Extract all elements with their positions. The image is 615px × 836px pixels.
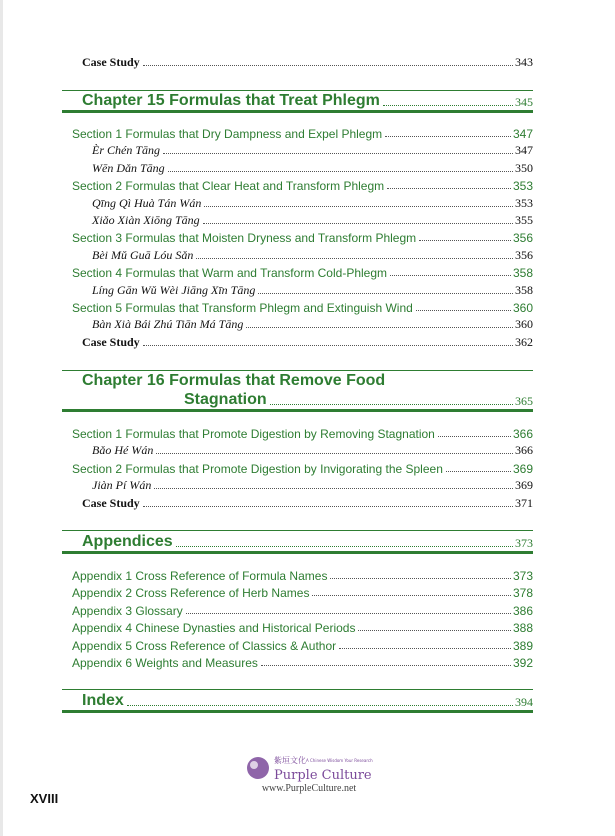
entry-label: Appendix 1 Cross Reference of Formula Names — [72, 569, 328, 583]
entry-page: 378 — [512, 586, 533, 601]
leader-dots — [154, 488, 513, 489]
leader-dots — [383, 105, 513, 106]
entry-page: 362 — [515, 334, 533, 349]
entry-page: 347 — [515, 143, 533, 158]
leader-dots — [438, 436, 511, 437]
leader-dots — [446, 471, 511, 472]
toc-formula-entry[interactable] — [0, 441, 615, 458]
entry-page: 353 — [515, 195, 533, 210]
entry-page: 366 — [512, 427, 533, 441]
entry-label: Appendix 6 Weights and Measures — [72, 656, 258, 670]
entry-label: Section 4 Formulas that Warm and Transform Cold-Phlegm — [72, 266, 388, 281]
leader-dots — [258, 293, 513, 294]
leader-dots — [143, 506, 513, 507]
entry-label: Section 1 Formulas that Dry Dampness and Expel Phlegm — [72, 127, 383, 141]
leader-dots — [168, 171, 513, 172]
entry-page: 392 — [512, 656, 533, 670]
leader-dots — [261, 665, 511, 666]
entry-label: Bǎo Hé Wán — [92, 443, 154, 458]
leader-dots — [387, 188, 511, 189]
entry-label: Qīng Qì Huà Tán Wán — [92, 195, 202, 210]
leader-dots — [270, 404, 513, 405]
entry-page: 386 — [512, 603, 533, 618]
entry-page: 388 — [512, 621, 533, 636]
leader-dots — [143, 65, 513, 66]
entry-label: Appendix 3 Glossary — [72, 603, 183, 618]
toc-entry-case-study[interactable] — [0, 494, 615, 511]
entry-label: Section 2 Formulas that Promote Digestion by Invigorating the Spleen — [72, 461, 443, 476]
toc-section-entry[interactable] — [0, 124, 615, 141]
appendices-heading[interactable] — [62, 530, 533, 554]
toc-section-entry[interactable] — [0, 298, 615, 315]
leader-dots — [330, 578, 511, 579]
toc-formula-entry[interactable] — [0, 476, 615, 493]
entry-label: Èr Chén Tāng — [92, 143, 161, 158]
toc-section-entry[interactable] — [0, 263, 615, 280]
leader-dots — [127, 705, 513, 706]
leader-dots — [390, 275, 511, 276]
leader-dots — [204, 206, 513, 207]
chapter-page: 365 — [515, 394, 533, 408]
chapter-title-line2: Stagnation — [184, 391, 267, 408]
toc-section-entry[interactable] — [0, 653, 615, 670]
toc-formula-entry[interactable] — [0, 194, 615, 211]
entry-page: 371 — [515, 495, 533, 510]
entry-page: 360 — [515, 317, 533, 332]
toc-section-entry[interactable] — [0, 618, 615, 635]
leader-dots — [339, 648, 511, 649]
chapter-16-heading[interactable] — [62, 370, 533, 412]
entry-label: Case Study — [82, 495, 140, 510]
entry-label: Appendix 5 Cross Reference of Classics & Author — [72, 638, 337, 653]
entry-page: 356 — [515, 247, 533, 262]
leader-dots — [156, 453, 513, 454]
entry-label: Case Study — [82, 334, 140, 349]
entry-page: 366 — [515, 443, 533, 458]
entry-label: Wēn Dǎn Tāng — [92, 160, 165, 175]
entry-page: 358 — [515, 282, 533, 297]
index-page: 394 — [515, 695, 533, 709]
entry-label: Section 3 Formulas that Moisten Dryness and Transform Phlegm — [72, 231, 417, 246]
leader-dots — [186, 613, 511, 614]
entry-page: 373 — [512, 569, 533, 583]
toc-section-entry[interactable] — [0, 459, 615, 476]
entry-label: Líng Gān Wǔ Wèi Jiāng Xīn Tāng — [92, 282, 256, 297]
entry-label: Xiǎo Xiàn Xiōng Tāng — [92, 213, 200, 227]
toc-section-entry[interactable] — [0, 176, 615, 193]
purple-culture-logo-mark — [244, 752, 374, 786]
leader-dots — [196, 258, 513, 259]
index-heading[interactable] — [62, 689, 533, 713]
chapter-page: 345 — [515, 95, 533, 109]
toc-section-entry[interactable] — [0, 424, 615, 441]
entry-page: 369 — [515, 478, 533, 493]
entry-page: 353 — [512, 179, 533, 194]
chapter-title: Chapter 15 Formulas that Treat Phlegm — [82, 92, 380, 109]
appendices-page: 373 — [515, 536, 533, 550]
entry-label: Bèi Mǔ Guā Lóu Sǎn — [92, 247, 194, 262]
appendices-title: Appendices — [82, 533, 173, 550]
entry-page: 343 — [515, 55, 533, 69]
toc-section-entry[interactable] — [0, 601, 615, 618]
leader-dots — [246, 327, 513, 328]
entry-label: Jiàn Pí Wán — [92, 478, 152, 493]
leader-dots — [416, 310, 511, 311]
toc-formula-entry[interactable] — [0, 159, 615, 176]
toc-formula-entry[interactable] — [0, 246, 615, 263]
entry-page: 347 — [512, 127, 533, 141]
index-title: Index — [82, 692, 124, 709]
toc-section-entry[interactable] — [0, 636, 615, 653]
entry-label: Bàn Xià Bái Zhú Tiān Má Tāng — [92, 317, 244, 332]
logo-url[interactable]: www.PurpleCulture.net — [261, 783, 357, 794]
entry-page: 389 — [512, 638, 533, 653]
toc-section-entry[interactable] — [0, 583, 615, 600]
entry-label: Section 2 Formulas that Clear Heat and Transform Phlegm — [72, 179, 385, 194]
entry-page: 350 — [515, 160, 533, 175]
logo-name: Purple Culture — [274, 768, 372, 783]
entry-page: 355 — [515, 213, 533, 227]
page-number: XVIII — [30, 791, 59, 806]
toc-section-entry[interactable] — [0, 228, 615, 245]
leader-dots — [203, 223, 513, 224]
chapter-15-heading[interactable] — [62, 90, 533, 113]
leader-dots — [312, 595, 511, 596]
leader-dots — [419, 240, 511, 241]
entry-page: 360 — [512, 301, 533, 315]
entry-page: 356 — [512, 231, 533, 246]
leader-dots — [163, 153, 513, 154]
toc-formula-entry[interactable] — [0, 315, 615, 332]
entry-label: Case Study — [82, 55, 140, 69]
leader-dots — [358, 630, 510, 631]
entry-page: 358 — [512, 266, 533, 281]
toc-section-entry[interactable] — [0, 566, 615, 583]
logo-tagline: A Chinese Wisdom Your Research — [306, 758, 373, 763]
leader-dots — [176, 546, 513, 547]
chapter-title-line1: Chapter 16 Formulas that Remove Food — [82, 372, 386, 389]
toc-entry-case-study[interactable] — [0, 53, 615, 70]
entry-label: Appendix 2 Cross Reference of Herb Names — [72, 586, 310, 601]
entry-page: 369 — [512, 461, 533, 476]
entry-label: Section 1 Formulas that Promote Digestion by Removing Stagnation — [72, 427, 435, 441]
logo-cn-text: 紫垣文化 — [274, 756, 306, 765]
entry-label: Appendix 4 Chinese Dynasties and Historical Periods — [72, 621, 356, 636]
toc-formula-entry[interactable] — [0, 141, 615, 158]
toc-formula-entry[interactable] — [0, 211, 615, 228]
leader-dots — [143, 345, 513, 346]
entry-label: Section 5 Formulas that Transform Phlegm and Extinguish Wind — [72, 301, 413, 315]
toc-formula-entry[interactable] — [0, 281, 615, 298]
leader-dots — [385, 136, 511, 137]
toc-entry-case-study[interactable] — [0, 333, 615, 350]
